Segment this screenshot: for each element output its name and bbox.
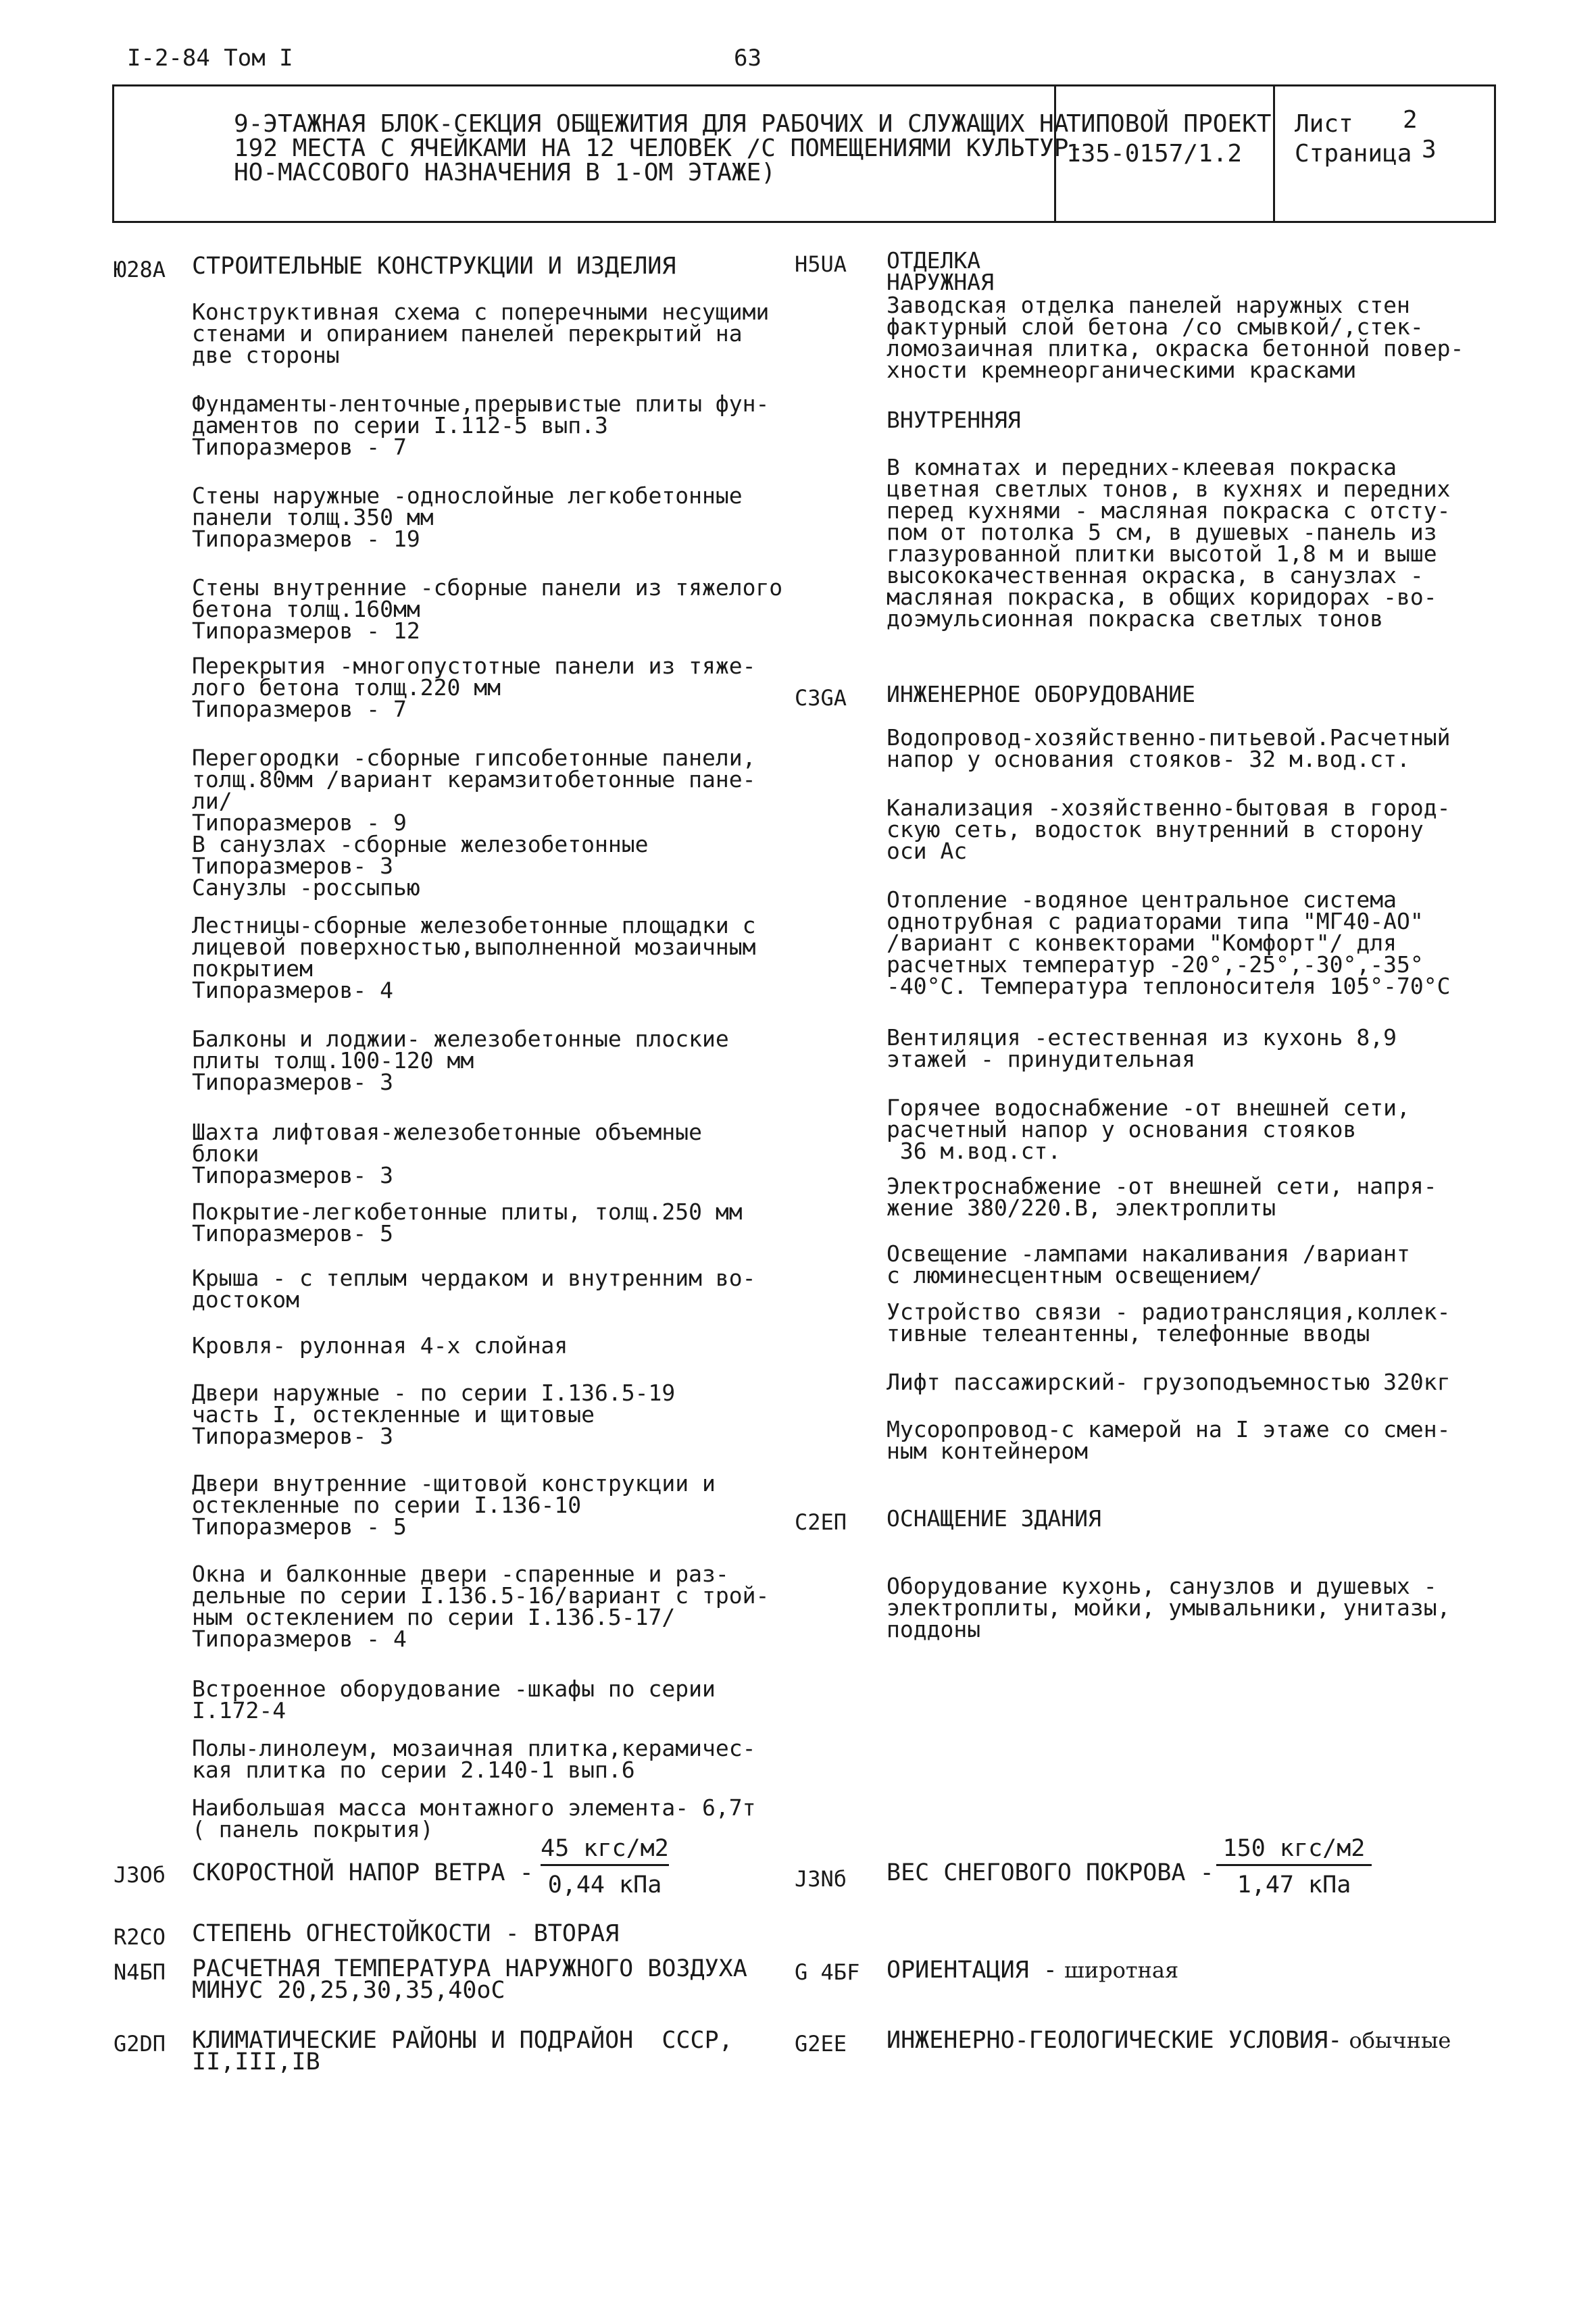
section-title-constructions: СТРОИТЕЛЬНЫЕ КОНСТРУКЦИИ И ИЗДЕЛИЯ xyxy=(192,253,676,280)
title-divider-2 xyxy=(1273,84,1275,223)
engineering-item: Мусоропровод-с камерой на I этаже со смен- ным контейнером xyxy=(887,1416,1451,1464)
engineering-item: Электроснабжение -от внешней сети, напря- жение 380/220.В, электроплиты xyxy=(887,1173,1437,1221)
equipment-title: ОСНАЩЕНИЕ ЗДАНИЯ xyxy=(887,1505,1101,1532)
snow-value-kpa: 1,47 кПа xyxy=(1237,1871,1351,1898)
construction-item: Наибольшая масса монтажного элемента- 6,7т ( панель покрытия) xyxy=(192,1794,756,1842)
engineering-item: Горячее водоснабжение -от внешней сети, расчетный напор у основания стояков 36 м.вод.ст. xyxy=(887,1095,1410,1164)
project-number: 135-0157/1.2 xyxy=(1066,140,1243,168)
climate-regions: КЛИМАТИЧЕСКИЕ РАЙОНЫ И ПОДРАЙОН СССР, II,III,IВ xyxy=(192,2027,733,2076)
project-label: ТИПОВОЙ ПРОЕКТ xyxy=(1066,110,1272,138)
temperature-code: N4БП xyxy=(114,1959,166,1985)
fire-resistance: СТЕПЕНЬ ОГНЕСТОЙКОСТИ - ВТОРАЯ xyxy=(192,1920,620,1947)
engineering-code: СЗGА xyxy=(795,685,847,711)
construction-item: Двери наружные - по серии I.136.5-19 часть I, остекленные и щитовые Типоразмеров- 3 xyxy=(192,1380,676,1449)
construction-item: Конструктивная схема с поперечными несущими стенами и опиранием панелей перекрытий на две стороны xyxy=(192,299,770,368)
finish-inner-text: В комнатах и передних-клеевая покраска цветная светлых тонов, в кухнях и передних перед кухнями - масляная покраска с отсту- пом от потолка 5 см, в душевых -панель из глазурованной плитки высотой 1,8 м и выше высококачественная окраска, в санузлах - масляная покраска, в общих коридорах -во- доэмульсионная покраска светлых тонов xyxy=(887,454,1451,632)
finish-outer-title: НАРУЖНАЯ xyxy=(887,269,994,295)
engineering-item: Лифт пассажирский- грузоподъемностью 320кг xyxy=(887,1369,1451,1395)
engineering-title: ИНЖЕНЕРНОЕ ОБОРУДОВАНИЕ xyxy=(887,681,1195,707)
finish-outer-text: Заводская отделка панелей наружных стен фактурный слой бетона /со смывкой/,стек- ломозаичная плитка, окраска бетонной повер- хности кремнеорганическими красками xyxy=(887,292,1464,383)
equipment-code: С2ЕП xyxy=(795,1509,847,1535)
geology-value: обычные xyxy=(1342,2028,1451,2053)
wind-value-kgs: 45 кгс/м2 xyxy=(541,1835,669,1866)
construction-item: Лестницы-сборные железобетонные площадки с лицевой поверхностью,выполненной мозаичным покрытием Типоразмеров- 4 xyxy=(192,912,756,1003)
sheet-label: Лист xyxy=(1295,110,1353,138)
page-value: 3 xyxy=(1422,136,1437,164)
finish-title: ОТДЕЛКА xyxy=(887,247,981,274)
engineering-item: Отопление -водяное центральное система однотрубная с радиаторами типа "МГ40-АО" /вариант с конвекторами "Комфорт"/ для расчетных температур -20°,-25°,-30°,-35° -40°С. Температура теплоносителя 105°-70°С xyxy=(887,886,1451,999)
construction-item: Стены наружные -однослойные легкобетонные панели толщ.350 мм Типоразмеров - 19 xyxy=(192,482,743,552)
wind-code: J3Об xyxy=(114,1862,166,1888)
construction-item: Полы-линолеум, мозаичная плитка,керамичес- кая плитка по серии 2.140-1 вып.6 xyxy=(192,1735,756,1783)
construction-item: Крыша - с теплым чердаком и внутренним во- достоком xyxy=(192,1265,756,1313)
construction-item: Балконы и лоджии- железобетонные плоские плиты толщ.100-120 мм Типоразмеров- 3 xyxy=(192,1026,729,1095)
orientation-label: ОРИЕНТАЦИЯ - xyxy=(887,1957,1057,1984)
snow-fraction xyxy=(1216,1835,1372,1898)
construction-item: Перегородки -сборные гипсобетонные панели, толщ.80мм /вариант керамзитобетонные пане- ли/ Типоразмеров - 9 В санузлах -сборные железобетонные Типоразмеров- 3 Санузлы -россыпью xyxy=(192,745,756,901)
orientation-code: G 4БF xyxy=(795,1959,860,1985)
construction-item: Покрытие-легкобетонные плиты, толщ.250 мм Типоразмеров- 5 xyxy=(192,1199,743,1247)
orientation-value: широтная xyxy=(1057,1957,1179,1983)
page-label: Страница xyxy=(1295,140,1412,168)
sheet-value: 2 xyxy=(1403,106,1418,134)
engineering-item: Освещение -лампами накаливания /вариант с люминесцентным освещением/ xyxy=(887,1240,1410,1288)
construction-item: Кровля- рулонная 4-х слойная xyxy=(192,1332,568,1359)
page-number: 63 xyxy=(734,45,762,72)
geology-code: G2ЕЕ xyxy=(795,2031,847,2057)
engineering-item: Устройство связи - радиотрансляция,коллек- тивные телеантенны, телефонные вводы xyxy=(887,1299,1451,1347)
construction-item: Окна и балконные двери -спаренные и раз- дельные по серии I.136.5-16/вариант с трой- ным остеклением по серии I.136.5-17/ Типоразмеров - 4 xyxy=(192,1561,770,1652)
volume-label: I-2-84 Том I xyxy=(127,45,293,72)
construction-item: Перекрытия -многопустотные панели из тяже- лого бетона толщ.220 мм Типоразмеров - 7 xyxy=(192,653,756,722)
engineering-item: Водопровод-хозяйственно-питьевой.Расчетный напор у основания стояков- 32 м.вод.ст. xyxy=(887,724,1451,772)
engineering-item: Канализация -хозяйственно-бытовая в город- скую сеть, водосток внутренний в сторону оси Ас xyxy=(887,795,1451,864)
finish-inner-title: ВНУТРЕННЯЯ xyxy=(887,407,1021,433)
document-title: 9-ЭТАЖНАЯ БЛОК-СЕКЦИЯ ОБЩЕЖИТИЯ ДЛЯ РАБОЧИХ И СЛУЖАЩИХ НА 192 МЕСТА С ЯЧЕЙКАМИ НА 12 ЧЕЛОВЕК /С ПОМЕЩЕНИЯМИ КУЛЬТУР- НО-МАССОВОГО НАЗНАЧЕНИЯ В 1-ОМ ЭТАЖЕ) xyxy=(234,110,1084,186)
section-code: Ю28А xyxy=(114,257,166,282)
construction-item: Двери внутренние -щитовой конструкции и остекленные по серии I.136-10 Типоразмеров - 5 xyxy=(192,1470,716,1540)
wind-value-kpa: 0,44 кПа xyxy=(547,1871,662,1898)
construction-item: Шахта лифтовая-железобетонные объемные блоки Типоразмеров- 3 xyxy=(192,1119,702,1188)
finish-code: Н5UА xyxy=(795,251,847,277)
construction-item: Стены внутренние -сборные панели из тяжелого бетона толщ.160мм Типоразмеров - 12 xyxy=(192,574,783,644)
fire-code: R2СО xyxy=(114,1924,166,1950)
orientation-row xyxy=(887,1957,1179,1984)
geology-label: ИНЖЕНЕРНО-ГЕОЛОГИЧЕСКИЕ УСЛОВИЯ- xyxy=(887,2027,1343,2054)
snow-value-kgs: 150 кгс/м2 xyxy=(1216,1835,1372,1866)
wind-fraction xyxy=(541,1835,669,1898)
construction-item: Фундаменты-ленточные,прерывистые плиты фун- даментов по серии I.112-5 вып.3 Типоразмеров - 7 xyxy=(192,391,770,460)
construction-item: Встроенное оборудование -шкафы по серии I.172-4 xyxy=(192,1676,716,1724)
outdoor-temperature: РАСЧЕТНАЯ ТЕМПЕРАТУРА НАРУЖНОГО ВОЗДУХА МИНУС 20,25,30,35,40оС xyxy=(192,1955,747,2004)
snow-code: J3Nб xyxy=(795,1866,847,1892)
climate-code: G2DП xyxy=(114,2031,166,2057)
wind-label: СКОРОСТНОЙ НАПОР ВЕТРА - xyxy=(192,1859,534,1886)
geology-row xyxy=(887,2027,1451,2054)
engineering-item: Вентиляция -естественная из кухонь 8,9 этажей - принудительная xyxy=(887,1024,1397,1072)
snow-label: ВЕС СНЕГОВОГО ПОКРОВА - xyxy=(887,1859,1214,1886)
equipment-text: Оборудование кухонь, санузлов и душевых - электроплиты, мойки, умывальники, унитазы, поддоны xyxy=(887,1573,1451,1642)
